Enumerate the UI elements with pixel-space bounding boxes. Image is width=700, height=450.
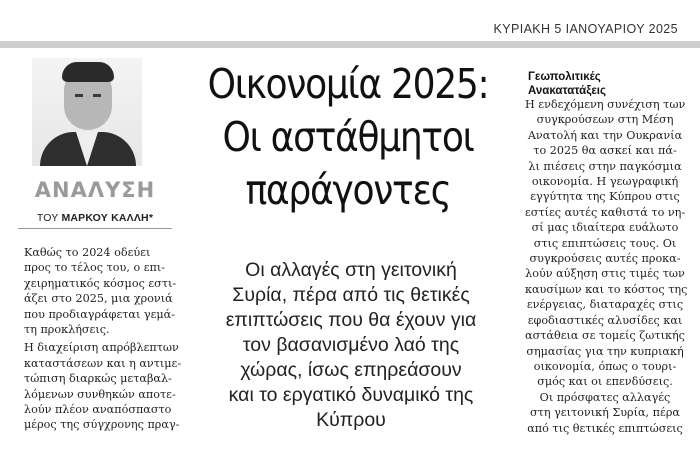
author-photo (32, 58, 142, 166)
text-line: λούν πλέον αναπόσπαστο (24, 403, 172, 417)
headline-line: παράγοντες (245, 166, 451, 214)
deck-line: χώρας, ίσως επηρεάσουν (240, 359, 462, 381)
deck (188, 258, 514, 433)
column-right (525, 97, 688, 436)
subheading-line: Γεωπολιτικές (528, 71, 601, 83)
text-line: σί μας ιδιαίτερα ευάλωτο (531, 221, 679, 235)
column-left (18, 245, 182, 436)
text-line: εγγύτητα της Κύπρου στις (530, 190, 680, 204)
headline-line: Οι αστάθμητοι (222, 113, 474, 161)
text-line: συγκρούσεις αυτές προκα- (529, 252, 681, 266)
deck-line: Συρία, πέρα από τις θετικές (232, 284, 470, 306)
byline-name: ΜΑΡΚΟΥ ΚΑΛΛΗ* (61, 212, 154, 224)
text-line: λι πιέσεις στην παγκόσμια (528, 159, 682, 173)
text-line: συγκρούσεων στη Μέση (536, 113, 674, 127)
text-line: μέρος της σύγχρονης πραγ- (24, 418, 180, 432)
subheading (528, 70, 688, 98)
paragraph-2 (18, 340, 182, 432)
text-line: λόμενων συνθηκών αποτε- (24, 387, 176, 401)
text-line: Η ενδεχόμενη συνέχιση των (525, 98, 686, 111)
text-line: καταστάσεων και η αντιμε- (24, 356, 182, 370)
text-line: τη προκλήσεις. (24, 323, 110, 337)
headline-line: Οικονομία 2025: (207, 60, 489, 108)
headline (198, 58, 497, 217)
text-line: εφοδιαστικές αλυσίδες και (527, 313, 683, 327)
text-line: τώπιση διαρκώς μεταβαλ- (24, 372, 172, 386)
text-line: χειρηματικός κόσμος εστι- (24, 276, 177, 290)
deck-line: Οι αλλαγές στη γειτονική (245, 259, 457, 281)
text-line: Η διαχείριση απρόβλεπτων (24, 341, 179, 355)
byline (18, 212, 172, 224)
text-line: άζει στο 2025, μια χρονιά (24, 292, 173, 306)
text-line: το 2025 θα ασκεί και πά- (533, 144, 677, 158)
section-label: ΑΝΑΛΥΣΗ (34, 178, 156, 202)
deck-line: και το εργατικό δυναμικό της (228, 384, 474, 406)
text-line: καυσίμων και το κόστος της (525, 282, 688, 296)
deck-line: επιπτώσεις που θα έχουν για (225, 309, 477, 331)
subheading-line: Ανακατατάξεις (528, 85, 606, 97)
deck-line: Κύπρου (316, 409, 386, 431)
text-line: που προδιαγράφεται γεμά- (24, 307, 176, 321)
text-line: Οι πρόσφατες αλλαγές (539, 390, 671, 404)
text-line: σημασίας για την κυπριακή (526, 344, 684, 358)
text-line: Ανατολή και την Ουκρανία (527, 128, 683, 142)
text-line: λούν αύξηση στις τιμές των (525, 267, 685, 281)
paragraph-1 (18, 245, 177, 337)
text-line: εστίες αυτές καθιστά το νη- (525, 205, 686, 219)
text-line: σμός και οι επενδύσεις. (537, 375, 673, 389)
text-line: στη γειτονική Συρία, πέρα (530, 406, 680, 420)
text-line: προς το τέλος του, ο επι- (24, 261, 166, 275)
text-line: ενέργειας, διαταραχές στις (526, 298, 684, 312)
text-line: οικονομία, όπως ο τουρι- (533, 359, 677, 373)
header-rule (0, 41, 700, 48)
text-line: οικονομία. Η γεωγραφική (531, 175, 679, 189)
dateline: ΚΥΡΙΑΚΗ 5 ΙΑΝΟΥΑΡΙΟΥ 2025 (493, 22, 678, 36)
text-line: από τις θετικές επιπτώσεις (527, 421, 683, 435)
text-line: στις επιπτώσεις τους. Οι (533, 236, 677, 250)
text-line: αστάθεια σε τομείς ζωτικής (525, 329, 685, 343)
deck-line: τον βασανισμένο λαό της (242, 334, 460, 356)
byline-rule (18, 228, 172, 229)
text-line: Καθώς το 2024 οδεύει (24, 246, 151, 259)
byline-prefix: ΤΟΥ (36, 212, 59, 224)
